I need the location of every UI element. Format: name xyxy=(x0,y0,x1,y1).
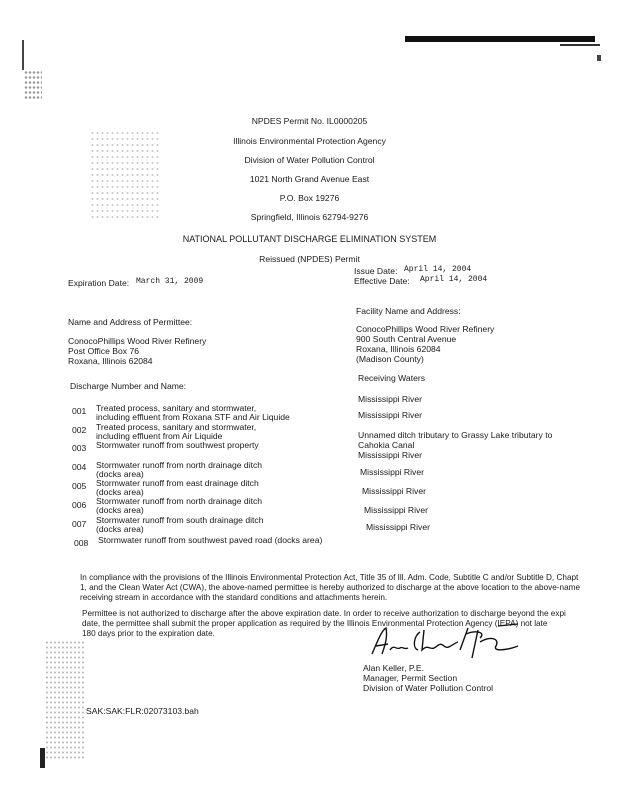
discharge-number: 008 xyxy=(74,538,89,548)
discharge-number: 004 xyxy=(72,462,87,472)
authorization-text: Permittee is not authorized to discharge after the above expiration date. In order to receive authorization to discharge beyond the expi xyxy=(82,609,566,618)
authorization-text: 180 days prior to the expiration date. xyxy=(82,629,215,638)
scan-artifact-bar xyxy=(405,36,595,42)
scan-artifact-tick-right xyxy=(597,55,601,61)
discharge-name: Stormwater runoff from north drainage ditch xyxy=(96,496,263,506)
scan-artifact-noise-bottom xyxy=(45,640,85,760)
facility-line: Roxana, Illinois 62084 xyxy=(356,344,441,354)
po-box: P.O. Box 19276 xyxy=(279,193,340,203)
receiving-water: Mississippi River xyxy=(358,394,422,404)
compliance-text: receiving stream in accordance with the standard conditions and attachments herein. xyxy=(80,593,388,602)
discharge-name: Stormwater runoff from north drainage ditch xyxy=(96,460,263,470)
facility-line: ConocoPhillips Wood River Refinery xyxy=(356,324,495,334)
permittee-line: Roxana, Illinois 62084 xyxy=(68,356,153,366)
discharge-name: Treated process, sanitary and stormwater, xyxy=(96,403,257,413)
discharge-number: 003 xyxy=(72,443,87,453)
street-address: 1021 North Grand Avenue East xyxy=(249,174,370,184)
discharge-number: 001 xyxy=(72,406,87,416)
signatory-name: Alan Keller, P.E. xyxy=(363,663,424,673)
receiving-water: Unnamed ditch tributary to Grassy Lake tributary to xyxy=(358,430,553,440)
issue-date-label: Issue Date: xyxy=(354,266,398,276)
handwritten-signature xyxy=(368,620,538,662)
receiving-water: Mississippi River xyxy=(360,467,424,477)
permittee-line: Post Office Box 76 xyxy=(68,346,140,356)
expiration-label: Expiration Date: xyxy=(68,278,130,288)
effective-date: April 14, 2004 xyxy=(420,275,488,284)
permittee-line: ConocoPhillips Wood River Refinery xyxy=(68,336,207,346)
discharge-name: Stormwater runoff from south drainage ditch xyxy=(96,515,264,525)
receiving-water: Cahokia Canal xyxy=(358,440,415,450)
discharge-number: 006 xyxy=(72,500,87,510)
permittee-heading: Name and Address of Permittee: xyxy=(68,317,193,327)
receiving-water: Mississippi River xyxy=(366,522,430,532)
authorization-text: date, the permittee shall submit the proper application as required by the Illinois Environmental Protection Agency (IEPA) not late xyxy=(82,619,548,628)
facility-line: (Madison County) xyxy=(356,354,424,364)
receiving-water: Mississippi River xyxy=(362,486,426,496)
discharge-name: including effluent from Roxana STF and Air Liquide xyxy=(96,412,290,422)
compliance-text: In compliance with the provisions of the Illinois Environmental Protection Act, Title 35 of Ill. Adm. Code, Subtitle C and/or Subtitle D, Chapt xyxy=(80,573,579,582)
discharge-number: 005 xyxy=(72,481,87,491)
receiving-water: Mississippi River xyxy=(358,450,422,460)
scan-artifact-specks xyxy=(24,70,42,100)
signatory-division: Division of Water Pollution Control xyxy=(363,683,494,693)
receiving-water: Mississippi River xyxy=(364,505,428,515)
reissued-label: Reissued (NPDES) Permit xyxy=(259,254,360,264)
discharge-name: Stormwater runoff from southwest property xyxy=(96,440,259,450)
compliance-text: 1, and the Clean Water Act (CWA), the above-named permittee is hereby authorized to discharge at the above location to the above-name xyxy=(80,583,581,592)
signatory-title: Manager, Permit Section xyxy=(363,673,458,683)
system-title: NATIONAL POLLUTANT DISCHARGE ELIMINATION SYSTEM xyxy=(182,234,437,244)
discharge-name: (docks area) xyxy=(96,487,144,497)
permit-number: NPDES Permit No. IL0000205 xyxy=(251,116,368,126)
facility-line: 900 South Central Avenue xyxy=(356,334,457,344)
scan-artifact-line xyxy=(560,44,600,46)
discharge-number: 007 xyxy=(72,519,87,529)
effective-date-label: Effective Date: xyxy=(354,276,410,286)
division-name: Division of Water Pollution Control xyxy=(244,155,375,165)
discharge-number: 002 xyxy=(72,425,87,435)
discharge-name: including effluent from Air Liquide xyxy=(96,431,223,441)
discharge-name: Stormwater runoff from east drainage ditch xyxy=(96,478,259,488)
discharge-name: (docks area) xyxy=(96,469,144,479)
discharge-name: Treated process, sanitary and stormwater, xyxy=(96,422,257,432)
agency-name: Illinois Environmental Protection Agency xyxy=(233,136,386,146)
discharge-heading: Discharge Number and Name: xyxy=(70,381,187,391)
discharge-name: Stormwater runoff from southwest paved road (docks area) xyxy=(98,535,323,545)
receiving-waters-heading: Receiving Waters xyxy=(358,373,426,383)
expiration-date: March 31, 2009 xyxy=(136,277,204,286)
scan-artifact-tick xyxy=(40,748,45,768)
facility-heading: Facility Name and Address: xyxy=(356,306,461,316)
issue-date: April 14, 2004 xyxy=(404,265,472,274)
discharge-name: (docks area) xyxy=(96,505,144,515)
city-state-zip: Springfield, Illinois 62794-9276 xyxy=(250,212,369,222)
discharge-name: (docks area) xyxy=(96,524,144,534)
file-reference: SAK:SAK:FLR:02073103.bah xyxy=(86,706,199,716)
receiving-water: Mississippi River xyxy=(358,410,422,420)
scan-artifact-edge xyxy=(22,40,32,70)
